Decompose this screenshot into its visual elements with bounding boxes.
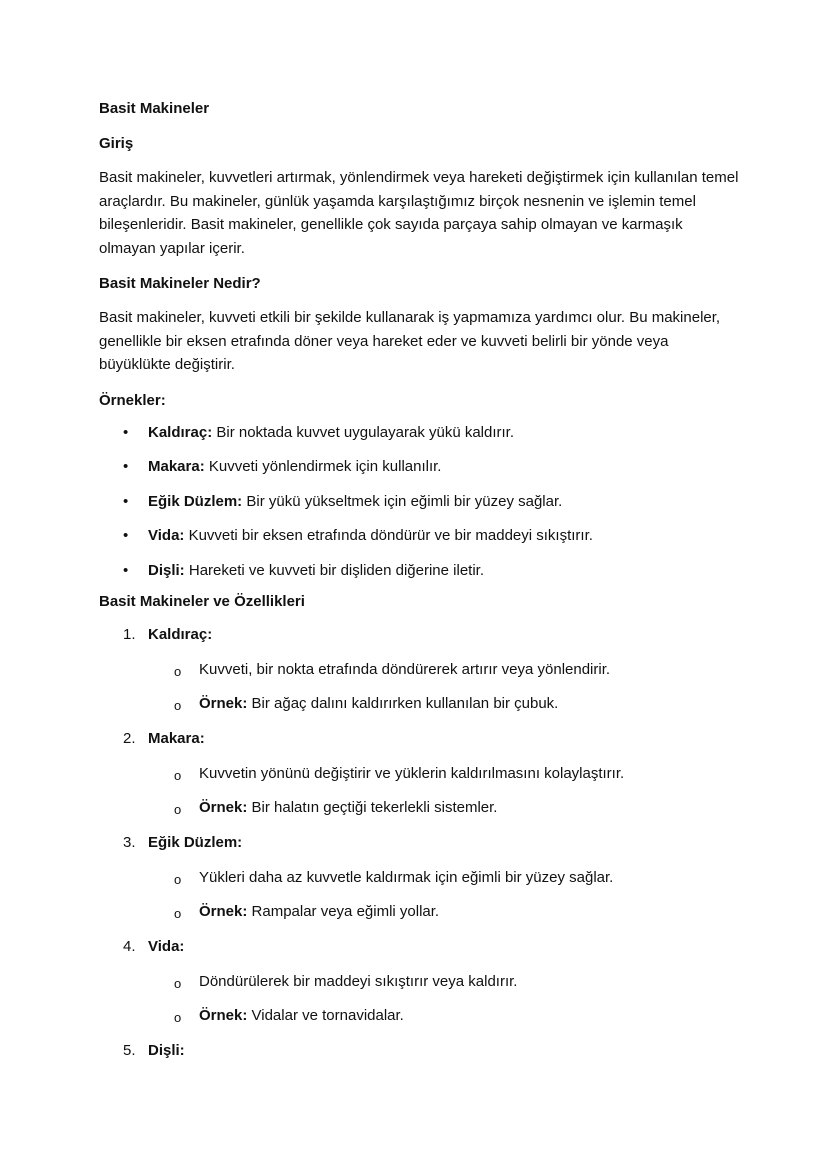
machine-example: Rampalar veya eğimli yollar. [247, 903, 440, 920]
example-term: Kaldıraç: [148, 423, 213, 441]
list-item [99, 526, 739, 546]
sub-item [99, 1006, 739, 1026]
sub-bullet: o [174, 1010, 182, 1025]
machine-name: Vida: [148, 938, 185, 955]
list-item [99, 729, 739, 818]
intro-heading: Giriş [99, 135, 134, 152]
bullet-marker: • [123, 527, 129, 544]
examples-heading: Örnekler: [99, 391, 166, 409]
machine-desc: Kuvveti, bir nokta etrafında döndürerek artırır veya yönlendirir. [199, 660, 611, 678]
list-item [99, 1041, 739, 1061]
list-item [99, 833, 739, 922]
sub-bullet: o [174, 698, 182, 713]
example-label: Örnek: [199, 903, 248, 920]
machine-desc: Kuvvetin yönünü değiştirir ve yüklerin kaldırılmasını kolaylaştırır. [199, 764, 625, 782]
machine-desc: Döndürülerek bir maddeyi sıkıştırır veya kaldırır. [199, 972, 518, 990]
sub-bullet: o [174, 906, 182, 921]
sub-item [99, 902, 739, 922]
sub-item [99, 798, 739, 818]
sub-bullet: o [174, 975, 182, 991]
machine-name: Eğik Düzlem: [148, 834, 243, 851]
properties-heading: Basit Makineler ve Özellikleri [99, 593, 305, 610]
sub-bullet: o [174, 663, 182, 679]
sub-item [99, 972, 739, 992]
list-item [99, 937, 739, 1026]
example-label: Örnek: [199, 799, 248, 816]
machine-name: Makara: [148, 730, 205, 747]
machine-name: Dişli: [148, 1042, 185, 1059]
examples-list [99, 423, 739, 581]
sub-item [99, 660, 739, 680]
list-item [99, 492, 739, 512]
definition-heading: Basit Makineler Nedir? [99, 275, 261, 292]
example-term: Dişli: [148, 561, 185, 579]
sub-item [99, 764, 739, 784]
machine-example: Vidalar ve tornavidalar. [247, 1007, 404, 1024]
sub-bullet: o [174, 802, 182, 817]
intro-paragraph: Basit makineler, kuvvetleri artırmak, yönlendirmek veya hareketi değiştirmek için kullanılan temel araçlardır. Bu makineler, günlük yaşamda karşılaştığımız birçok nesnenin ve işlemin temel bileşenleridir. Basit makineler, genellikle çok sayıda parçaya sahip olmayan ve karmaşık olmayan yapılar içerir. [99, 169, 739, 257]
example-desc: Kuvveti yönlendirmek için kullanılır. [204, 458, 442, 475]
example-desc: Hareketi ve kuvveti bir dişliden diğerine iletir. [184, 561, 484, 579]
machine-example: Bir halatın geçtiği tekerlekli sistemler. [247, 799, 498, 816]
bullet-marker: • [123, 492, 129, 510]
list-item [99, 625, 739, 714]
document-content [99, 99, 739, 1061]
machine-desc: Yükleri daha az kuvvetle kaldırmak için eğimli bir yüzey sağlar. [199, 868, 614, 886]
item-number: 4. [123, 938, 136, 955]
sub-item [99, 694, 739, 714]
example-desc: Bir yükü yükseltmek için eğimli bir yüzey sağlar. [242, 492, 563, 510]
sub-bullet: o [174, 871, 182, 887]
sub-bullet: o [174, 767, 182, 783]
definition-paragraph: Basit makineler, kuvveti etkili bir şekilde kullanarak iş yapmamıza yardımcı olur. Bu makineler, genellikle bir eksen etrafında döner veya hareket eder ve kuvveti belirli bir yönde veya büyüklükte değiştirir. [99, 309, 721, 373]
example-label: Örnek: [199, 695, 248, 712]
list-item [99, 561, 739, 581]
bullet-marker: • [123, 458, 129, 475]
sub-list [148, 660, 739, 715]
example-label: Örnek: [199, 1007, 248, 1024]
sub-item [99, 868, 739, 888]
sub-list [148, 868, 739, 923]
sub-list [148, 764, 739, 819]
sub-list [148, 972, 739, 1027]
example-term: Eğik Düzlem: [148, 492, 243, 510]
item-number: 5. [123, 1042, 136, 1059]
machine-example: Bir ağaç dalını kaldırırken kullanılan bir çubuk. [247, 695, 559, 712]
item-number: 2. [123, 730, 136, 747]
bullet-marker: • [123, 423, 129, 441]
list-item [99, 457, 739, 477]
properties-list [99, 625, 739, 1061]
item-number: 3. [123, 834, 136, 851]
document-title: Basit Makineler [99, 100, 210, 117]
item-number: 1. [123, 626, 136, 643]
machine-name: Kaldıraç: [148, 626, 213, 643]
example-desc: Bir noktada kuvvet uygulayarak yükü kaldırır. [212, 423, 515, 441]
example-term: Makara: [148, 458, 205, 475]
list-item [99, 423, 739, 443]
example-desc: Kuvveti bir eksen etrafında döndürür ve bir maddeyi sıkıştırır. [184, 527, 593, 544]
example-term: Vida: [148, 527, 185, 544]
bullet-marker: • [123, 561, 129, 579]
